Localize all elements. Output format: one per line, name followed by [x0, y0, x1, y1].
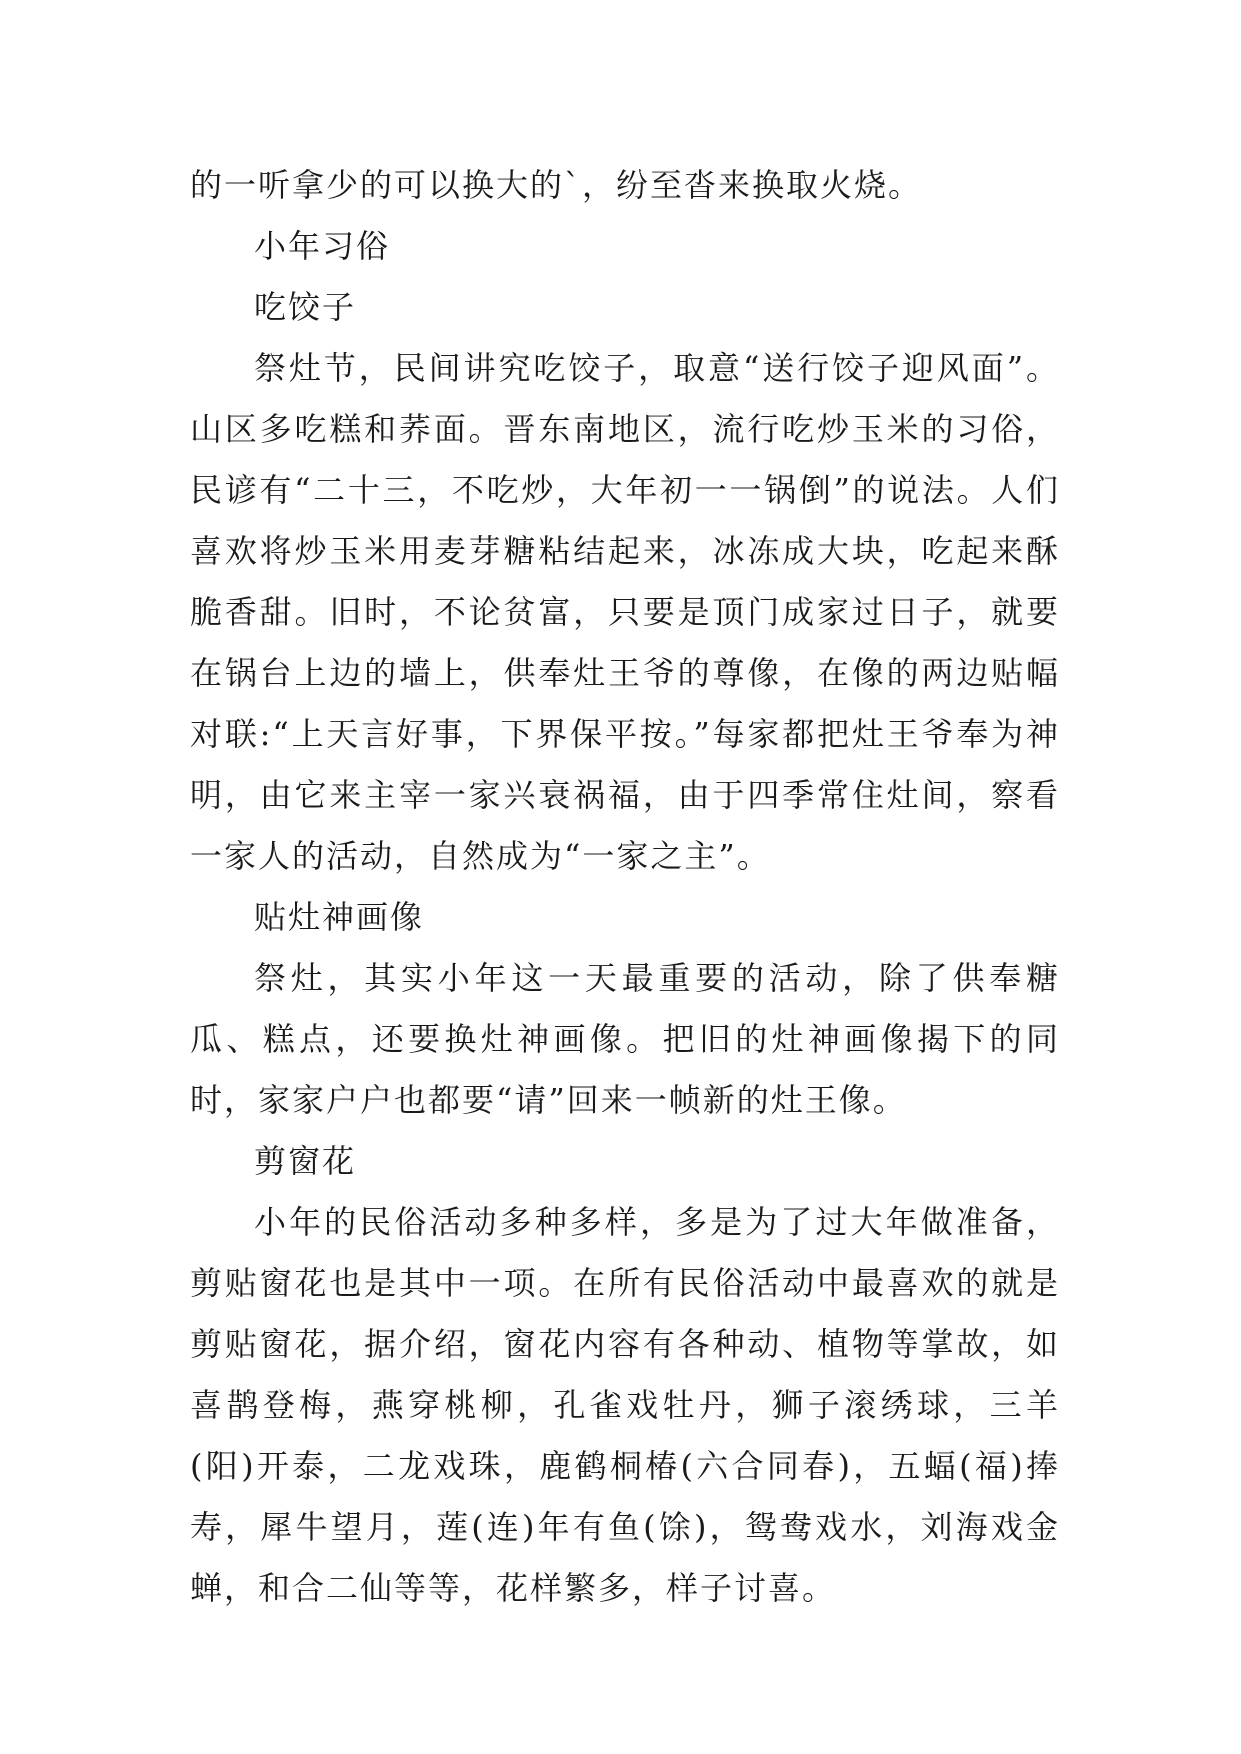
- section-heading-xiaonian-customs: 小年习俗: [254, 227, 391, 265]
- subheading-eat-dumplings: 吃饺子: [254, 288, 357, 326]
- subheading-paper-cutting: 剪窗花: [254, 1142, 357, 1180]
- paragraph-paper-cutting: 小年的民俗活动多种多样，多是为了过大年做准备，剪贴窗花也是其中一项。在所有民俗活动中最喜欢的就是剪贴窗花，据介绍，窗花内容有各种动、植物等掌故，如喜鹊登梅，燕穿桃柳，孔雀戏牡丹，狮子滚绣球，三羊(阳)开泰，二龙戏珠，鹿鹤桐椿(六合同春)，五蝠(福)捧寿，犀牛望月，莲(连)年有鱼(馀)，鸳鸯戏水，刘海戏金蝉，和合二仙等等，花样繁多，样子讨喜。: [190, 1203, 1060, 1607]
- document-body: [190, 155, 1060, 1619]
- subheading-kitchen-god-portrait: 贴灶神画像: [254, 898, 425, 936]
- paragraph-kitchen-god: 祭灶，其实小年这一天最重要的活动，除了供奉糖瓜、糕点，还要换灶神画像。把旧的灶神画像揭下的同时，家家户户也都要“请”回来一帧新的灶王像。: [190, 959, 1060, 1119]
- paragraph-dumplings: 祭灶节，民间讲究吃饺子，取意“送行饺子迎风面”。山区多吃糕和荞面。晋东南地区，流行吃炒玉米的习俗，民谚有“二十三，不吃炒，大年初一一锅倒”的说法。人们喜欢将炒玉米用麦芽糖粘结起来，冰冻成大块，吃起来酥脆香甜。旧时，不论贫富，只要是顶门成家过日子，就要在锅台上边的墙上，供奉灶王爷的尊像，在像的两边贴幅对联:“上天言好事，下界保平按。”每家都把灶王爷奉为神明，由它来主宰一家兴衰祸福，由于四季常住灶间，察看一家人的活动，自然成为“一家之主”。: [190, 349, 1060, 875]
- paragraph-continuation: 的一听拿少的可以换大的`，纷至沓来换取火烧。: [190, 166, 923, 204]
